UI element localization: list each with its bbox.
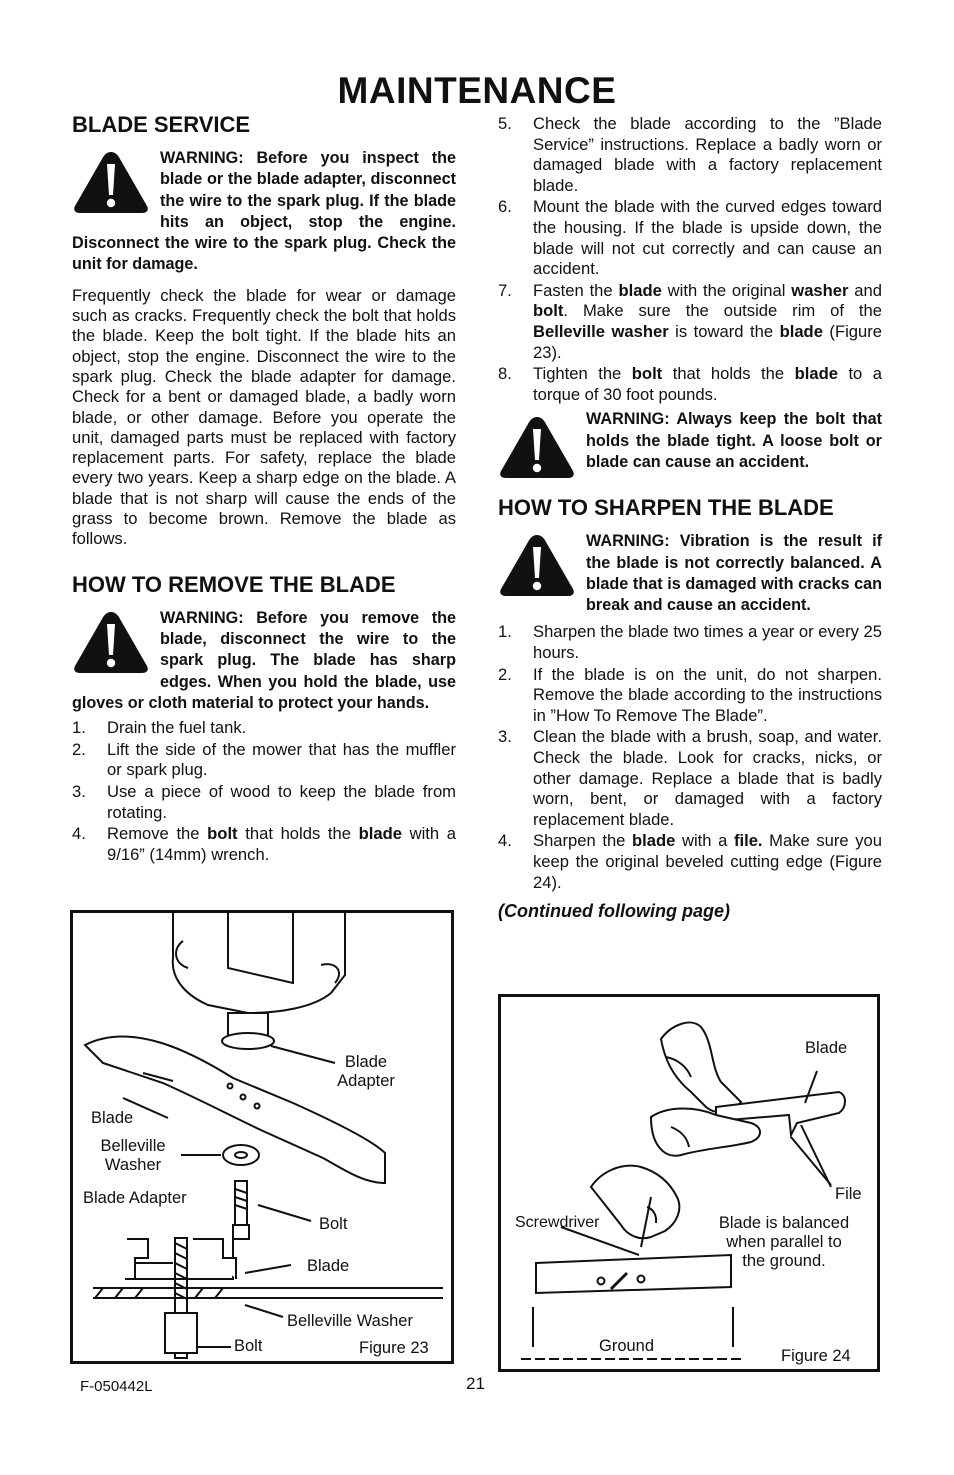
blade-service-heading: BLADE SERVICE [72,112,251,137]
blade-service-body: Frequently check the blade for wear or damage such as cracks. Frequently check the bolt that holds the blade. Keep the bolt tight. If the blade hits an object, stop the engine. Disconnect the wire to the spark plug. Check the blade adapter for damage. Check for a bent or damaged blade, a badly worn blade, or other damage. Before you operate the unit, damaged parts must be replaced with factory replacement parts. For safety, replace the blade every two years. Keep a sharp edge on the blade. A blade that is not sharp will cause the ends of the grass to become brown. Remove the blade as follows. [72,285,456,549]
warning-triangle-icon [72,610,150,674]
right-column [498,114,882,922]
figure-24-caption: Figure 24 [781,1347,851,1365]
list-item: 4. Remove the bolt that holds the blade with a 9/16” (14mm) wrench. [72,824,457,864]
page-number: 21 [466,1374,485,1393]
list-item: 1. Sharpen the blade two times a year or every 25 hours. [498,622,882,662]
figure-23-label-blade-2: Blade [307,1257,350,1275]
list-item: 7. Fasten the blade with the original washer and bolt. Make sure the outside rim of the Belleville washer is toward the blade (Figure 23). [498,280,882,362]
figure-24-label-balanced: Blade is balanced when parallel to the ground. [718,1214,850,1270]
figure-23-label-belleville-washer-2: Belleville Washer [287,1312,413,1330]
page-title: MAINTENANCE [337,70,617,111]
list-item: 3. Use a piece of wood to keep the blade from rotating. [72,781,456,822]
remove-blade-heading: HOW TO REMOVE THE BLADE [72,571,396,597]
list-item: 4. Sharpen the blade with a file. Make sure you keep the original beveled cutting edge (Figure 24). [498,831,882,892]
figure-23-label-bolt: Bolt [319,1215,348,1233]
list-item: 6. Mount the blade with the curved edges toward the housing. If the blade is upside down, the blade will not cut correctly and can cause an accident. [498,197,882,279]
continued-note: (Continued following page) [498,901,730,922]
figure-23 [70,910,454,1364]
figure-24-label-screwdriver: Screwdriver [515,1214,600,1231]
figure-23-label-belleville-washer: Belleville Washer [100,1137,166,1174]
list-item: 3. Clean the blade with a brush, soap, and water. Check the blade. Look for cracks, nicks, or other damage. Replace a blade that is badly worn, bent, or damaged with a factory replacement blade. [498,727,882,829]
figure-23-label-blade-adapter: Blade Adapter [337,1053,395,1090]
sharpen-blade-steps [498,622,882,893]
figure-23-label-blade-adapter-2: Blade Adapter [83,1189,187,1207]
remove-blade-steps [72,718,456,865]
figure-23-label-bolt-2: Bolt [234,1337,263,1355]
figure-23-caption: Figure 23 [359,1339,429,1357]
bolt-warning-text: WARNING: Always keep the bolt that holds the blade tight. A loose bolt or blade can cause an accident. [586,410,882,471]
blade-service-warning [72,148,456,276]
blade-service-warning-text: WARNING: Before you inspect the blade or the blade adapter, disconnect the wire to the spark plug. If the blade hits an object, stop the engine. Disconnect the wire to the spark plug. Check the unit for damage. [72,149,456,274]
sharpen-blade-heading: HOW TO SHARPEN THE BLADE [498,495,834,521]
warning-triangle-icon [72,150,150,214]
warning-triangle-icon [498,533,576,597]
list-item: 1. Drain the fuel tank. [72,718,247,738]
blade-service-section [72,112,456,866]
figure-23-label-blade: Blade [91,1109,134,1127]
figure-24-label-file: File [835,1185,862,1203]
figure-24 [498,994,880,1372]
sharpen-blade-warning-text: WARNING: Vibration is the result if the blade is not correctly balanced. A blade that is damaged with cracks can break and cause an accident. [586,532,882,615]
list-item: 5. Check the blade according to the ”Blade Service” instructions. Replace a badly worn or damaged blade with a factory replacement blade. [498,114,882,195]
list-item: 8. Tighten the bolt that holds the blade to a torque of 30 foot pounds. [498,364,883,404]
figure-24-label-ground: Ground [599,1337,655,1355]
bolt-warning [498,409,882,473]
footer-code: F-050442L [80,1378,153,1395]
list-item: 2. If the blade is on the unit, do not sharpen. Remove the blade according to the instructions in ”How To Remove The Blade”. [498,664,882,725]
warning-triangle-icon [498,415,576,479]
remove-blade-warning-text: WARNING: Before you remove the blade, disconnect the wire to the spark plug. The blade has sharp edges. When you hold the blade, use gloves or cloth material to protect your hands. [72,608,456,712]
remove-blade-warning [72,608,456,714]
sharpen-blade-warning [498,531,882,616]
list-item: 2. Lift the side of the mower that has the muffler or spark plug. [72,739,456,780]
blade-steps-5-8 [498,114,882,405]
figure-24-label-blade: Blade [805,1039,848,1057]
